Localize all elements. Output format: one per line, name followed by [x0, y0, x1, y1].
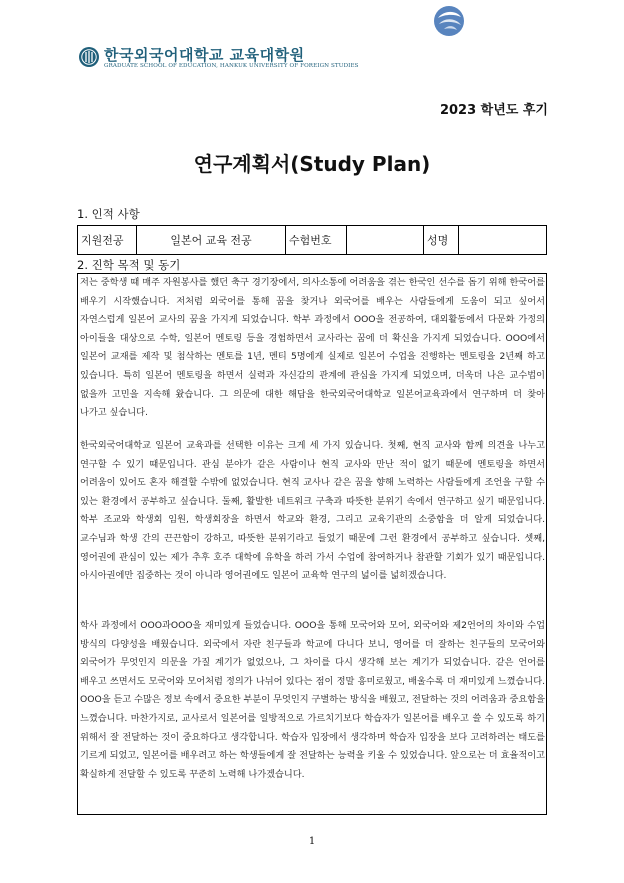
page-number: 1 — [308, 836, 316, 847]
logo-english-name: GRADUATE SCHOOL OF EDUCATION, HANKUK UNIVERSITY OF FOREIGN STUDIES — [104, 63, 359, 69]
section1-heading: 1. 인적 사항 — [77, 207, 140, 221]
major-label: 지원전공 — [78, 226, 137, 255]
exam-number-label: 수험번호 — [286, 226, 347, 255]
document-title: 연구계획서(Study Plan) — [193, 152, 431, 176]
university-emblem-icon — [432, 4, 466, 38]
major-value: 일본어 교육 전공 — [137, 226, 286, 255]
paragraph-coursework: 학사 과정에서 OOO과OOO을 재미있게 들었습니다. OOO을 통해 모국어와 모어, 외국어와 제2언어의 차이와 수업 방식의 다양성을 배웠습니다. 외국에서 자란 친구들과 학교에 다니다 보니, 영어를 더 잘하는 친구들의 모국어와 외국어가 무엇인지 의문을 가질 계기가 없었으나, 그 차이를 다시 생각해 보는 계기가 되었습니다. 같은 언어를 배우고 쓰면서도 모국어와 모어처럼 정의가 나뉘어 있다는 점이 정말 흥미로웠고, 배울수록 더 재미있게 느꼈습니다. OOO을 듣고 수많은 정보 속에서 중요한 부분이 무엇인지 구별하는 방식을 배웠고, 전달하는 것의 어려움과 중요함을 느꼈습니다. 마찬가지로, 교사로서 일본어를 일방적으로 가르치기보다 학습자가 일본어를 배우고 쓸 수 있도록 하기 위해서 잘 전달하는 것이 중요하다고 생각합니다. 학습자 입장에서 생각하며 학습자 입장을 보다 고려하려는 태도를 기르게 되었고, 일본어를 배우려고 하는 학생들에게 잘 전달하는 능력을 키울 수 있었습니다. 앞으로는 더 효율적이고 확실하게 전달할 수 있도록 꾸준히 노력해 나가겠습니다. — [80, 620, 545, 780]
year-term: 2023 학년도 후기 — [439, 103, 548, 118]
paragraph-motivation: 저는 중학생 때 매주 자원봉사를 했던 축구 경기장에서, 의사소통에 어려움을 겪는 한국인 선수를 돕기 위해 한국어를 배우기 시작했습니다. 저처럼 외국어를 통해 꿈을 찾거나 외국어를 배우는 사람들에게 도움이 되고 싶어서 자연스럽게 일본어 교사의 꿈을 가지게 되었습니다. 학부 과정에서 OOO을 전공하여, 대외활동에서 다문화 가정의 아이들을 대상으로 수학, 일본어 멘토링 등을 경험하면서 교사라는 꿈에 더 확신을 가지게 되었습니다. OOO에서 일본어 교재를 제작 및 첨삭하는 멘토를 1년, 멘티 5명에게 실제로 일본어 수업을 진행하는 멘토링을 2년째 하고 있습니다. 특히 일본어 멘토링을 하면서 실력과 자신감의 관계에 관심을 가지게 되었으며, 더욱더 나은 교수법이 없을까 고민을 지속해 왔습니다. 그 의문에 대한 해답을 한국외국어대학교 일본어교육과에서 연구하며 더 찾아 나가고 싶습니다. — [80, 277, 545, 419]
exam-number-value — [347, 226, 424, 255]
logo-korean-name: 한국외국어대학교 교육대학원 — [104, 46, 305, 64]
university-logo-icon — [78, 46, 100, 68]
name-value — [459, 226, 547, 255]
paragraph-reasons: 한국외국어대학교 일본어 교육과를 선택한 이유는 크게 세 가지 있습니다. 첫째, 현직 교사와 함께 의견을 나누고 연구할 수 있기 때문입니다. 관심 분야가 같은 사람이나 현직 교사와 만난 적이 없기 때문에 멘토링을 하면서 어려움이 있어도 혼자 해결할 수밖에 없었습니다. 현직 교사나 같은 꿈을 향해 노력하는 사람들에게 조언을 구할 수 있는 환경에서 공부하고 싶습니다. 둘째, 활발한 네트워크 구축과 따뜻한 분위기 속에서 연구하고 싶기 때문입니다. 학부 조교와 학생회 임원, 학생회장을 하면서 학교와 환경, 그리고 교육기관의 소중함을 더 알게 되었습니다. 교수님과 학생 간의 끈끈함이 강하고, 따뜻한 분위기라고 들었기 때문에 그런 환경에서 공부하고 싶습니다. 셋째, 영어권에 관심이 있는 제가 추후 호주 대학에 유학을 하러 가서 수업에 참여하거나 참관할 기회가 있기 때문입니다. 아시아권에만 집중하는 것이 아니라 영어권에도 일본어 교육학 연구의 넓이를 넓히겠습니다. — [80, 440, 545, 582]
name-label: 성명 — [424, 226, 459, 255]
personal-info-table — [77, 225, 547, 255]
section2-heading: 2. 진학 목적 및 동기 — [77, 258, 181, 272]
